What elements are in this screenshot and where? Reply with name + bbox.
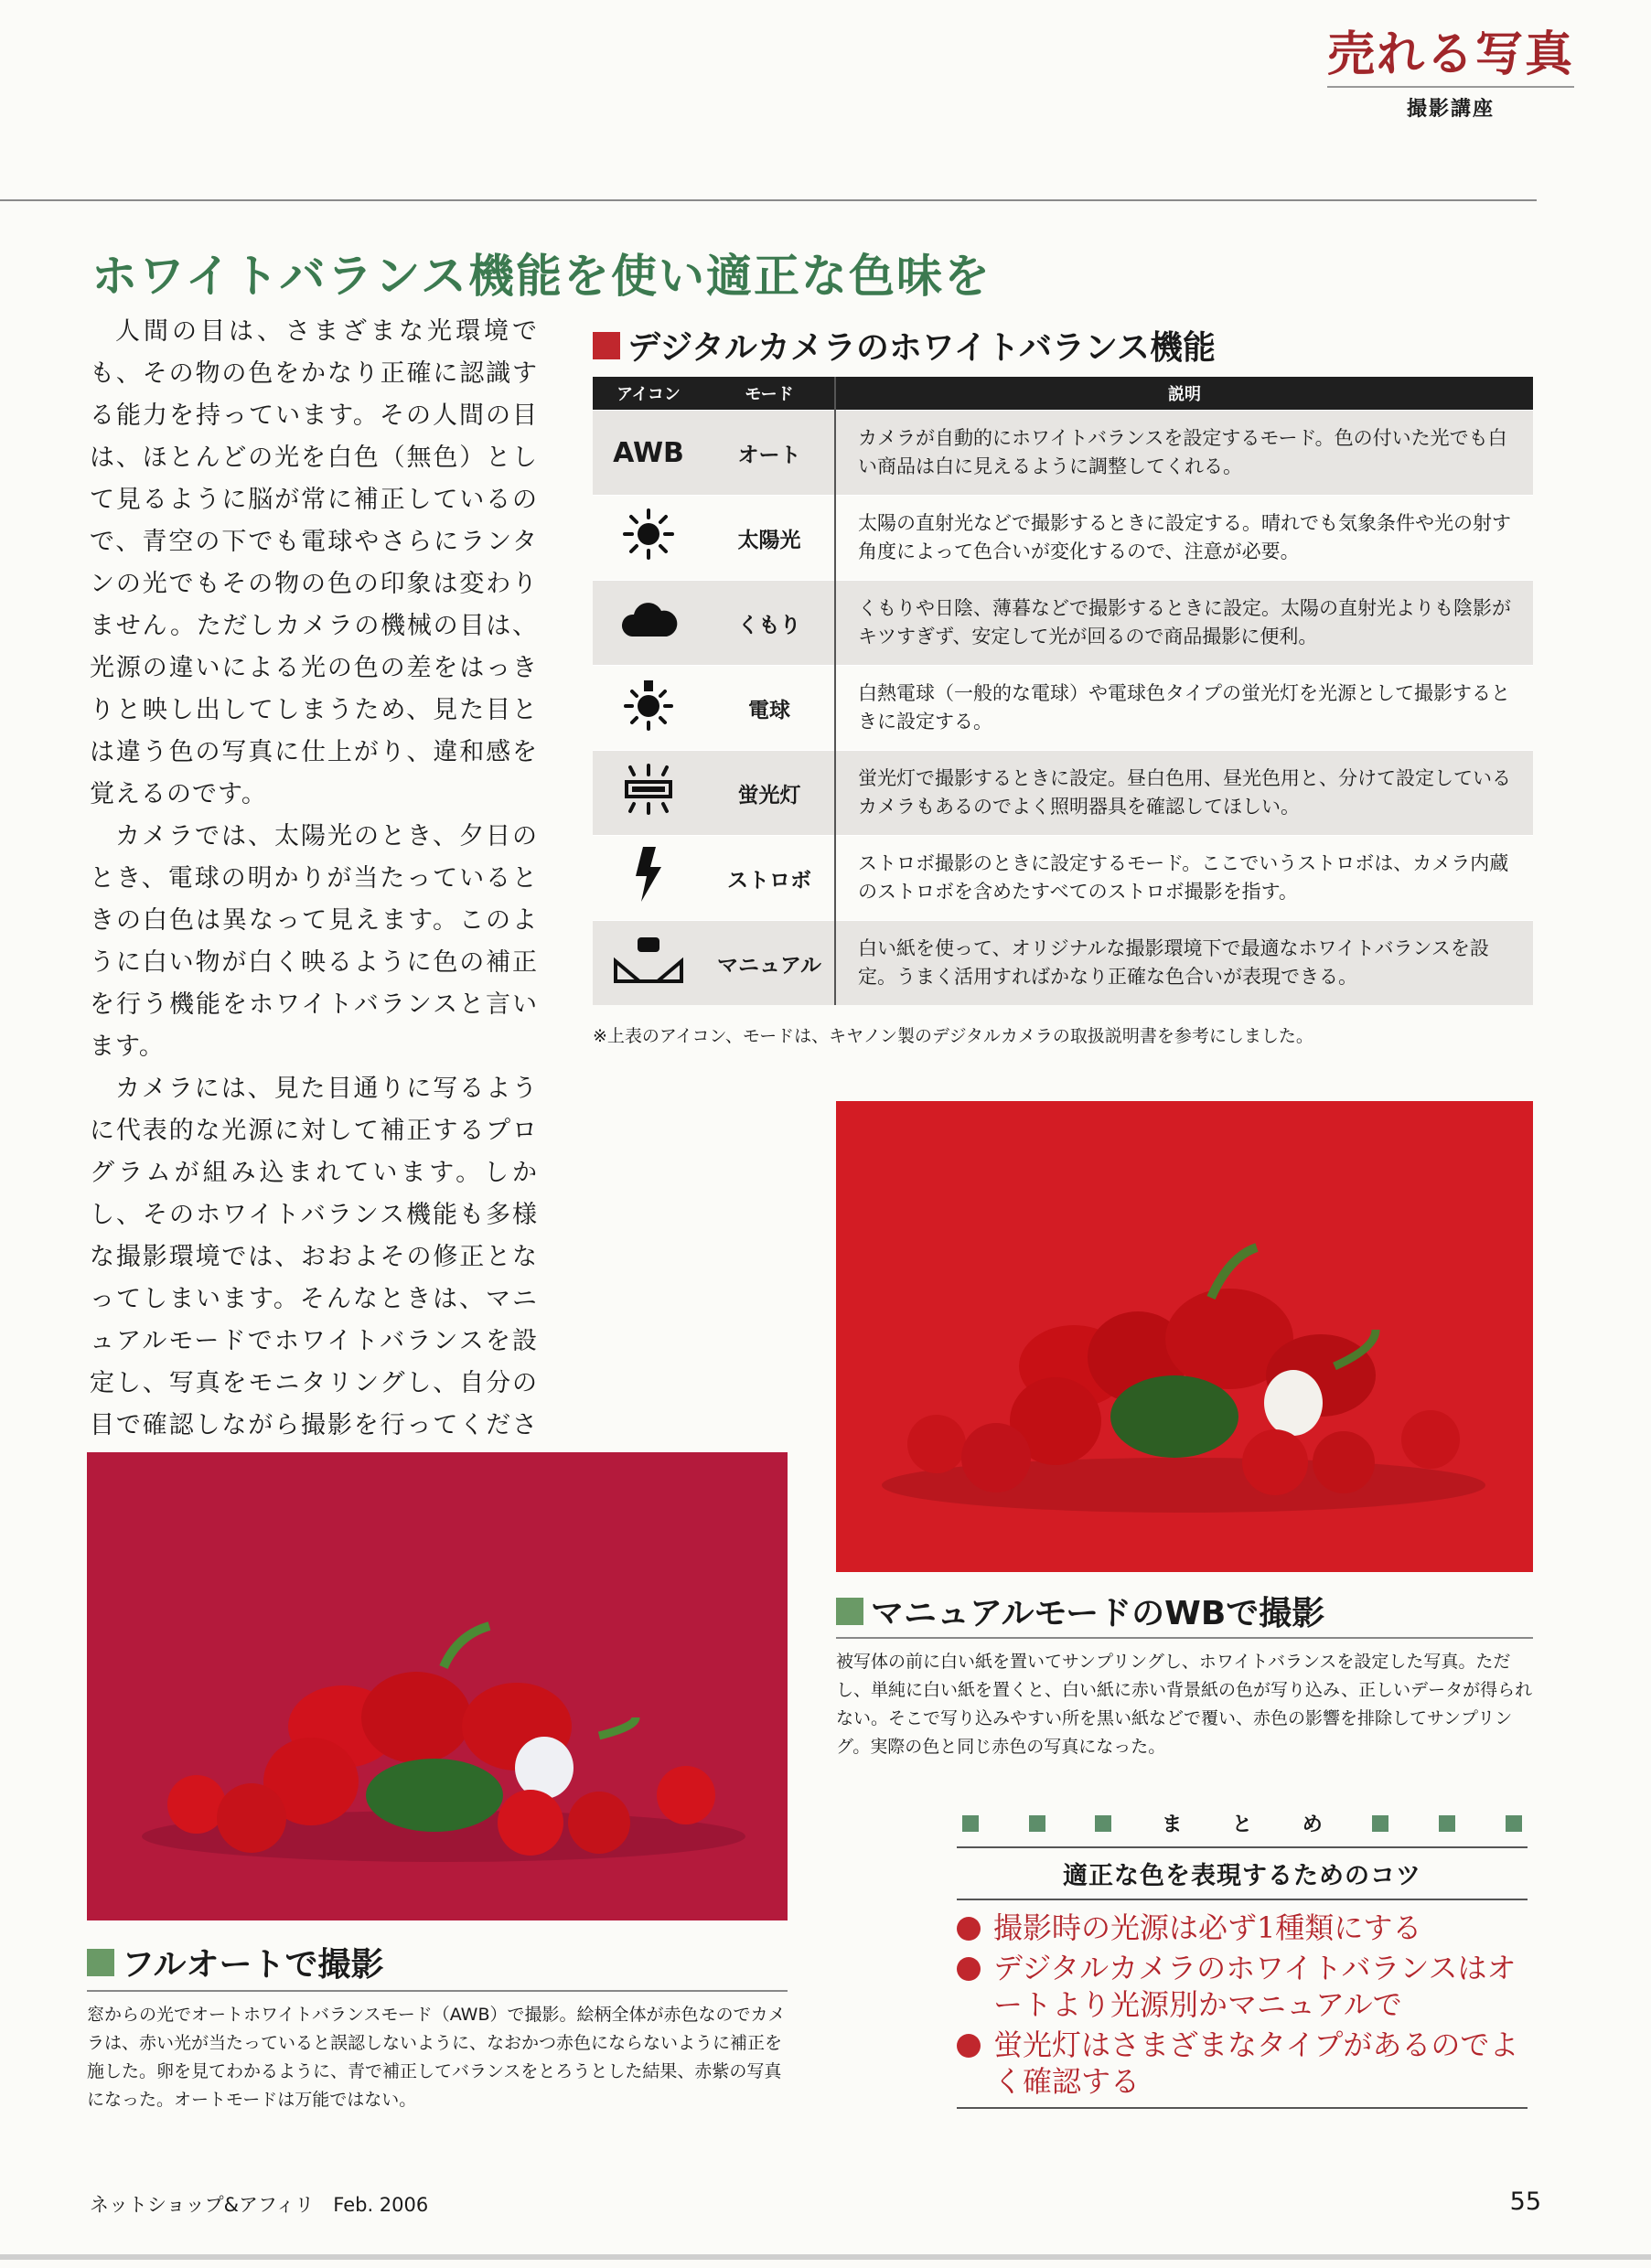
summary-label-row <box>957 1809 1528 1837</box>
mode-cell: くもり <box>704 581 835 666</box>
body-paragraph: 人間の目は、さまざまな光環境でも、その物の色をかなり正確に認識する能力を持っています。その人間の目は、ほとんどの光を白色（無色）として見るように脳が常に補正しているので、青空の下でも電球やさらにランタンの光でもその物の色の印象は変わりません。ただしカメラの機械の目は、光源の違いによる光の色の差をはっきりと映し出してしまうため、見た目とは違う色の写真に仕上がり、違和感を覚えるのです。 <box>90 317 538 808</box>
cloud-icon <box>619 596 678 642</box>
table-row <box>593 581 1533 666</box>
summary-title: 適正な色を表現するためのコツ <box>957 1846 1528 1900</box>
square-icon <box>1439 1815 1455 1832</box>
desc-cell: ストロボ撮影のときに設定するモード。ここでいうストロボは、カメラ内蔵のストロボを含めたすべてのストロボ撮影を指す。 <box>835 836 1533 921</box>
bullet-icon <box>957 2034 981 2058</box>
desc-cell: 太陽の直射光などで撮影するときに設定する。晴れでも気象条件や光の射す角度によって色合いが変化するので、注意が必要。 <box>835 496 1533 581</box>
desc-cell: 白熱電球（一般的な電球）や電球色タイプの蛍光灯を光源として撮影するときに設定する。 <box>835 666 1533 751</box>
desc-cell: 蛍光灯で撮影するときに設定。昼白色用、昼光色用と、分けて設定しているカメラもあるのでよく照明器具を確認してほしい。 <box>835 751 1533 836</box>
auto-photo-title <box>87 1939 384 1985</box>
tip-item <box>957 1910 1528 1946</box>
custom-wb-icon <box>612 934 685 985</box>
desc-cell: くもりや日陰、薄暮などで撮影するときに設定。太陽の直射光よりも陰影がキツすぎず、安定して光が回るので商品撮影に便利。 <box>835 581 1533 666</box>
square-icon <box>1506 1815 1522 1832</box>
table-row <box>593 666 1533 751</box>
desc-cell: 白い紙を使って、オリジナルな撮影環境下で最適なホワイトバランスを設定。うまく活用すればかなり正確な色合いが表現できる。 <box>835 921 1533 1006</box>
brand-divider <box>1327 86 1574 88</box>
caption-divider <box>87 1990 788 1992</box>
tip-text: デジタルカメラのホワイトバランスはオートより光源別かマニュアルで <box>993 1951 1517 2022</box>
caption-divider <box>836 1637 1533 1639</box>
summary-label-char: と <box>1231 1813 1252 1836</box>
body-text <box>90 311 538 1531</box>
mode-cell: 電球 <box>704 666 835 751</box>
table-header-row <box>593 377 1533 411</box>
section-marker-icon <box>836 1598 863 1625</box>
body-paragraph: カメラでは、太陽光のとき、夕日のとき、電球の明かりが当たっているときの白色は異なって見えます。このように白い物が白く映るように色の補正を行う機能をホワイトバランスと言います。 <box>90 822 538 1061</box>
tip-item <box>957 2027 1528 2100</box>
square-icon <box>1029 1815 1045 1832</box>
desc-cell: カメラが自動的にホワイトバランスを設定するモード。色の付いた光でも白い商品は白に見えるように調整してくれる。 <box>835 411 1533 496</box>
column-header-desc: 説明 <box>835 377 1533 411</box>
manual-wb-photo <box>836 1101 1533 1572</box>
summary-box <box>957 1809 1528 2109</box>
mode-cell: 蛍光灯 <box>704 751 835 836</box>
flash-icon <box>630 845 667 904</box>
wb-section-title-text: デジタルカメラのホワイトバランス機能 <box>627 329 1216 367</box>
fluorescent-icon <box>619 764 678 815</box>
footer-publication: ネットショップ&アフィリ Feb. 2006 <box>90 2194 429 2216</box>
manual-photo-caption: 被写体の前に白い紙を置いてサンプリングし、ホワイトバランスを設定した写真。ただし、単純に白い紙を置くと、白い紙に赤い背景紙の色が写り込み、正しいデータが得られない。そこで写り込みやすい所を黒い紙などで覆い、赤色の影響を排除してサンプリング。実際の色と同じ赤色の写真になった。 <box>836 1652 1533 1757</box>
section-marker-icon <box>593 332 620 359</box>
brand-title: 売れる写真 <box>1326 27 1574 82</box>
column-header-mode: モード <box>704 377 835 411</box>
table-row <box>593 836 1533 921</box>
square-icon <box>962 1815 979 1832</box>
manual-photo-title <box>836 1588 1324 1634</box>
mode-cell: ストロボ <box>704 836 835 921</box>
body-paragraph: カメラには、見た目通りに写るように代表的な光源に対して補正するプログラムが組み込まれています。しかし、そのホワイトバランス機能も多様な撮影環境では、おおよその修正となってしまいます。そんなときは、マニュアルモードでホワイトバランスを設定し、写真をモニタリングし、自分の目で確認しながら撮影を行ってくださ <box>90 1075 538 1439</box>
summary-divider <box>957 2107 1528 2109</box>
mode-cell: 太陽光 <box>704 496 835 581</box>
manual-photo-title-text: マニュアルモードのWBで撮影 <box>871 1595 1325 1632</box>
square-icon <box>1095 1815 1111 1832</box>
column-header-icon: アイコン <box>593 377 704 411</box>
table-row <box>593 411 1533 496</box>
page-headline: ホワイトバランス機能を使い適正な色味を <box>91 250 992 303</box>
table-row <box>593 496 1533 581</box>
table-note: ※上表のアイコン、モードは、キヤノン製のデジタルカメラの取扱説明書を参考にしました。 <box>593 1026 1313 1046</box>
tips-list <box>957 1910 1528 2100</box>
summary-label-char: ま <box>1162 1813 1183 1836</box>
auto-photo-caption: 窓からの光でオートホワイトバランスモード（AWB）で撮影。絵柄全体が赤色なのでカメラは、赤い光が当たっていると誤認しないように、なおかつ赤色にならないように補正を施した。卵を見てわかるように、青で補正してバランスをとろうとした結果、赤紫の写真になった。オートモードは万能ではない。 <box>87 2005 786 2110</box>
tip-text: 蛍光灯はさまざまなタイプがあるのでよく確認する <box>993 2027 1519 2099</box>
mode-cell: マニュアル <box>704 921 835 1006</box>
table-row <box>593 751 1533 836</box>
brand-subtitle: 撮影講座 <box>1406 98 1495 121</box>
bullet-icon <box>957 1917 981 1941</box>
awb-icon: AWB <box>593 411 704 496</box>
tip-text: 撮影時の光源は必ず1種類にする <box>993 1910 1422 1945</box>
wb-table <box>593 377 1533 1005</box>
mode-cell: オート <box>704 411 835 496</box>
square-icon <box>1372 1815 1388 1832</box>
wb-section-title <box>593 322 1216 369</box>
bulb-icon <box>621 677 676 732</box>
auto-wb-photo <box>87 1452 788 1920</box>
brand-header <box>1327 27 1574 122</box>
auto-photo-title-text: フルオートで撮影 <box>122 1946 384 1984</box>
page-number: 55 <box>1509 2188 1541 2216</box>
bottom-edge <box>0 2254 1651 2260</box>
tip-item <box>957 1950 1528 2023</box>
header-rule <box>0 199 1537 201</box>
section-marker-icon <box>87 1949 114 1976</box>
bullet-icon <box>957 1957 981 1981</box>
summary-label-char: め <box>1302 1813 1323 1836</box>
sun-icon <box>621 507 676 562</box>
table-row <box>593 921 1533 1006</box>
